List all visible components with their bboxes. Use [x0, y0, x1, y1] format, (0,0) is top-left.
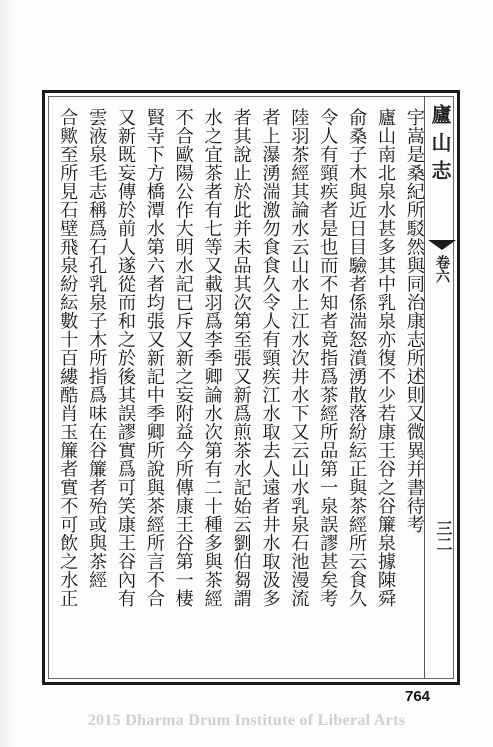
text-column: 令人有頸疾者是也而不知者竟指爲茶經所品第一泉誤謬甚矣考 [317, 108, 339, 608]
text-column: 者其說止於此并未品其次第至張又新爲煎茶水記始云劉伯芻謂 [230, 108, 252, 608]
text-body [58, 108, 423, 673]
text-column: 雲液泉毛志稱爲石孔乳泉子木所指爲味在谷簾者殆或與茶經 [86, 108, 108, 589]
text-column: 宇嵩是桑紀所駁然與同治康志所述則又微異并書待考 [403, 108, 425, 534]
juan-number: 卷六 [434, 255, 450, 283]
text-column: 合歟至所見石壁飛泉紛紜數十百縷酷肖玉簾者實不可飲之水正 [57, 108, 79, 608]
text-column: 又新既妄傳於前人遂從而和之於後其誤謬實爲可笑康王谷內有 [114, 108, 136, 608]
text-column: 俞桑子木與近日目驗者係湍怒濆湧散落紛紜正與茶經所云食久 [346, 108, 368, 608]
text-column: 不合歐陽公作大明水記已斥又新之妄附益今所傳康王谷第一棲 [172, 108, 194, 608]
book-title: 廬山志 [428, 104, 452, 188]
folio-number: 三二 [434, 520, 453, 552]
scan-edge-shadow [0, 0, 16, 747]
text-column: 陸羽茶經其論水云山水上江水次井水下又云山水乳泉石池漫流 [288, 108, 310, 608]
fish-tail-mark-icon [428, 240, 456, 250]
text-column: 水之宜茶者有七等又載羽爲李季卿論水次第有二十種多與茶經 [201, 108, 223, 608]
copyright-watermark: 2015 Dharma Drum Institute of Liberal Arts [87, 712, 406, 729]
text-column: 賢寺下方橋潭水第六者均張又新記中季卿所說與茶經所言不合 [143, 108, 165, 608]
text-column: 廬山南北泉水甚多其中乳泉亦復不少若康王谷之谷簾泉據陳舜 [375, 108, 396, 608]
page-number: 764 [405, 688, 431, 705]
text-column: 者上瀑湧湍激勿食食久令人有頸疾江水取去人遠者井水取汲多 [259, 108, 281, 608]
